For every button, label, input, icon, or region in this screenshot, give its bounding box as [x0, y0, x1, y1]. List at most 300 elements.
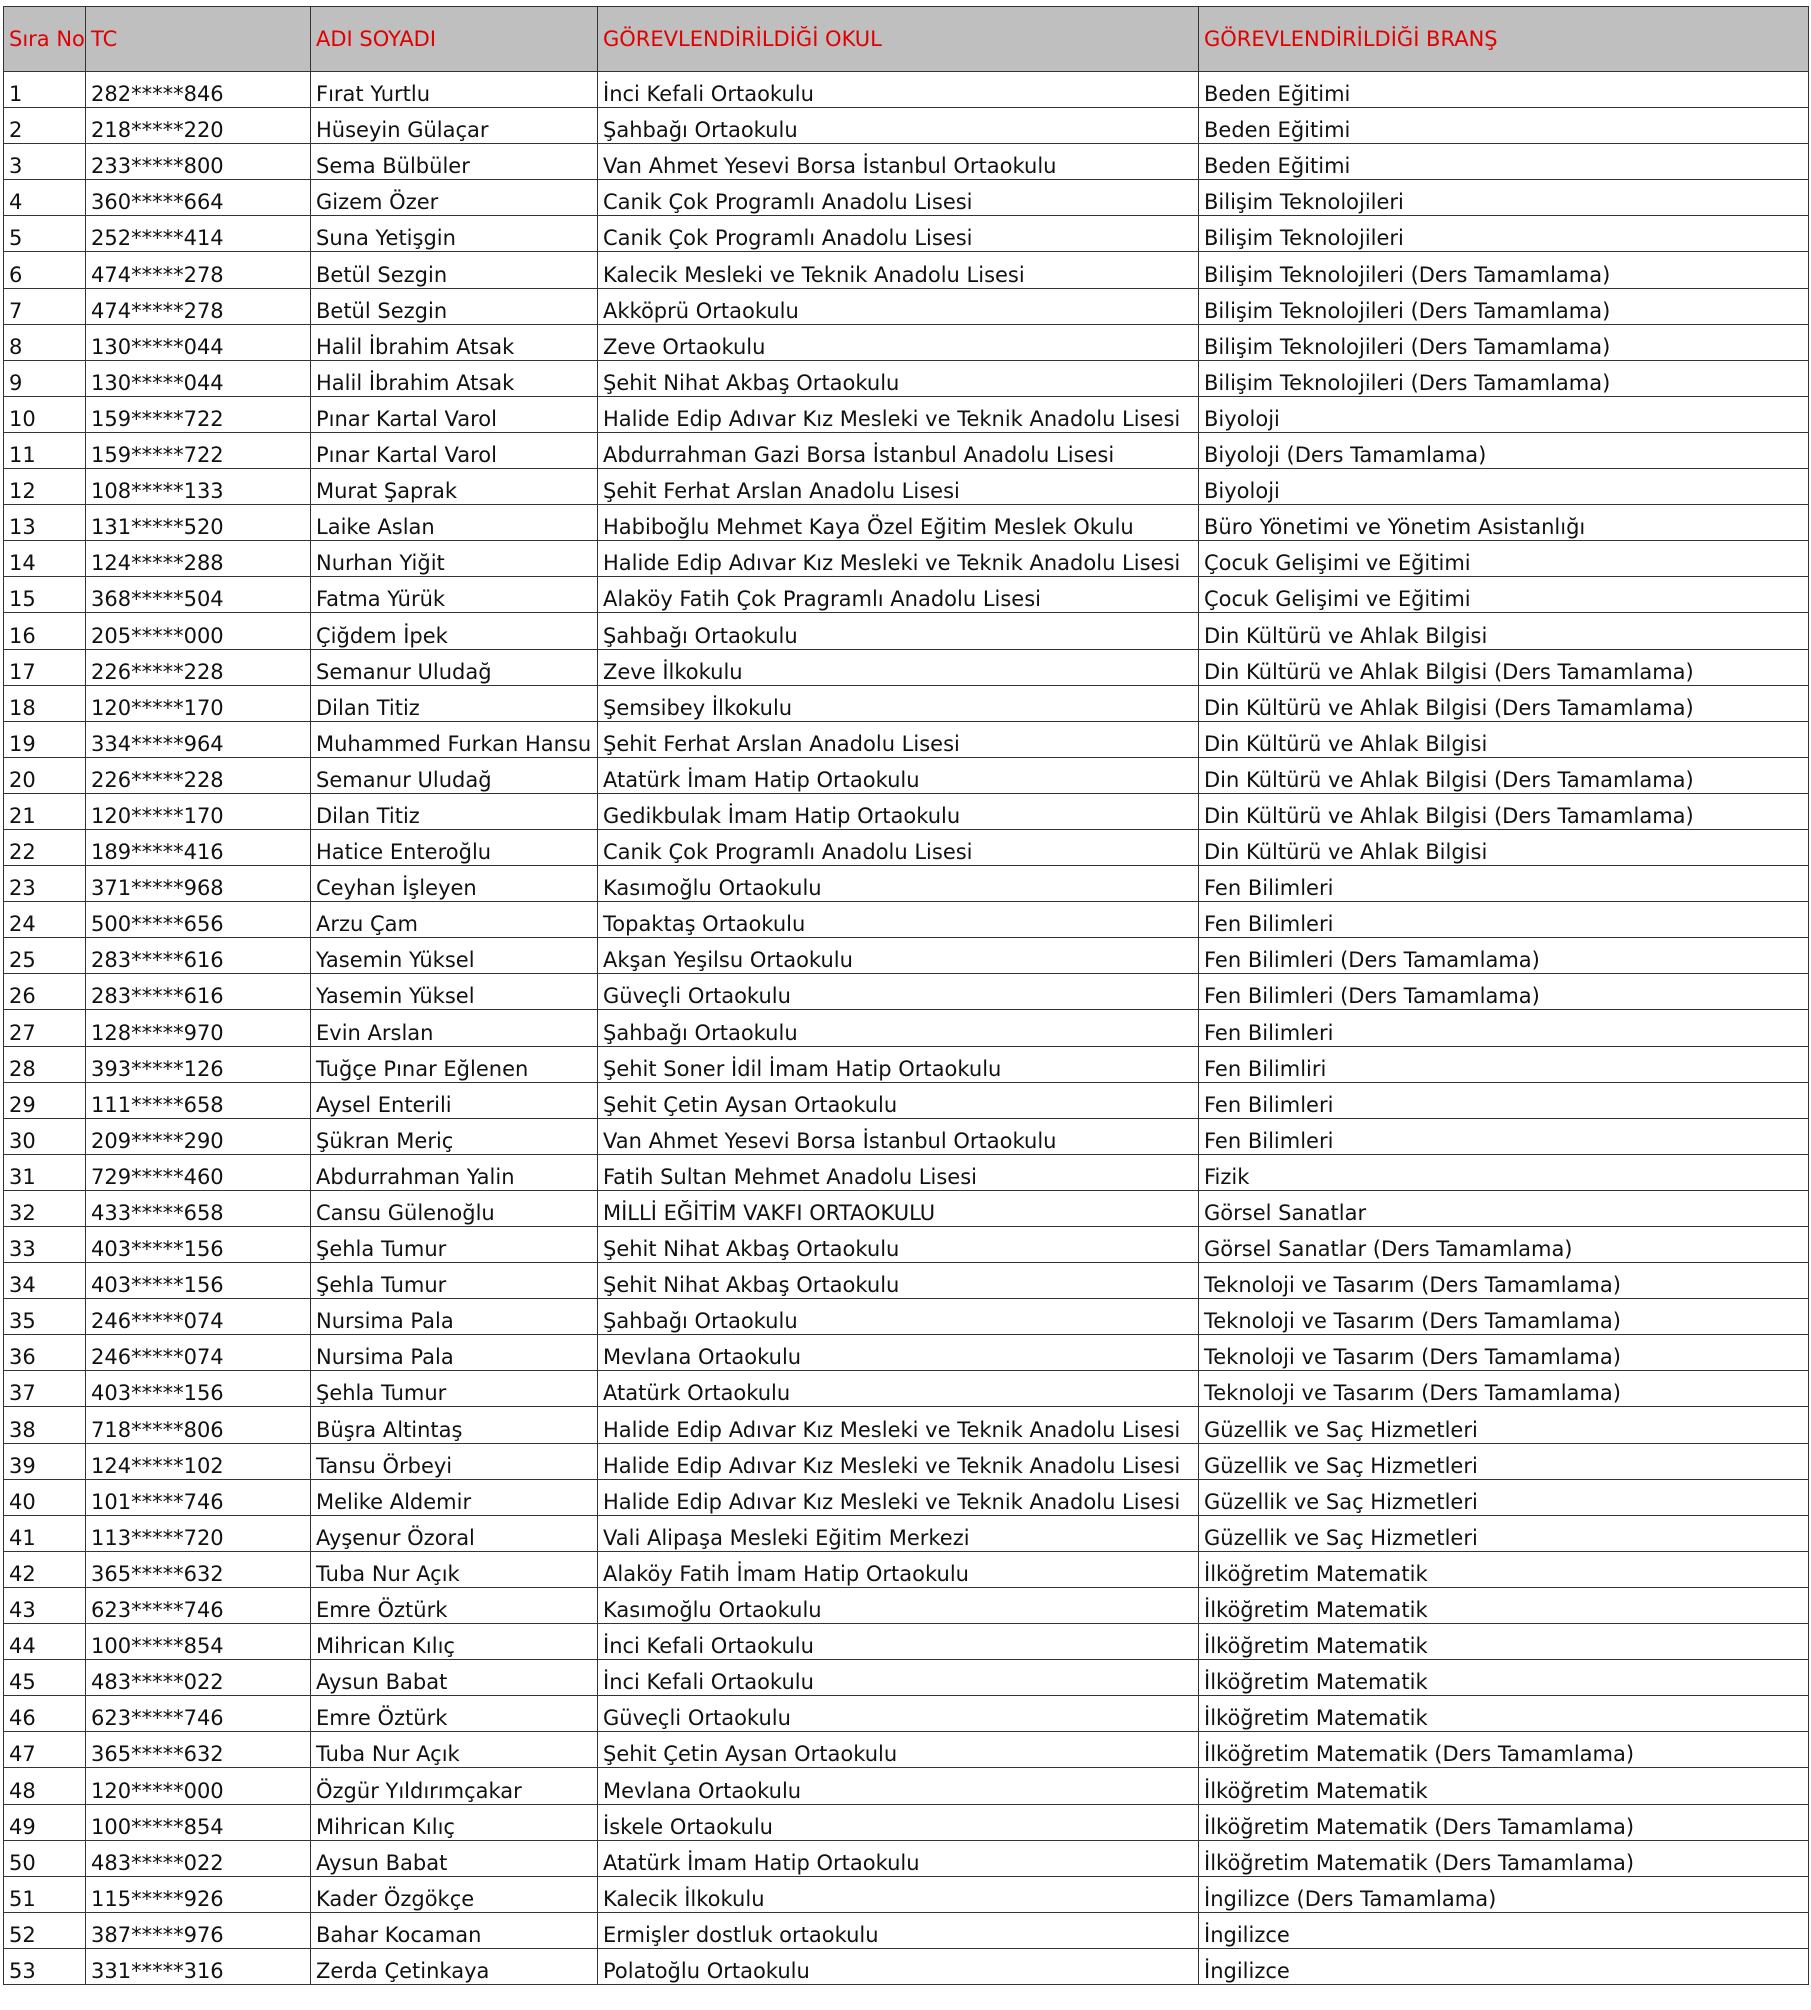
cell-sira-no[interactable]: 27 — [4, 1010, 86, 1046]
table-row — [4, 1082, 1809, 1118]
cell-sira-no[interactable]: 43 — [4, 1587, 86, 1623]
table-row — [4, 1443, 1809, 1479]
cell-brans[interactable]: Din Kültürü ve Ahlak Bilgisi (Ders Tamamlama) — [1199, 757, 1809, 793]
cell-sira-no[interactable]: 24 — [4, 902, 86, 938]
table-row — [4, 1190, 1809, 1226]
cell-adi-soyadi[interactable]: Şükran Meriç — [311, 1118, 598, 1154]
table-row — [4, 1804, 1809, 1840]
cell-sira-no[interactable]: 42 — [4, 1551, 86, 1587]
cell-brans[interactable]: Görsel Sanatlar — [1199, 1190, 1809, 1226]
header-sira-no[interactable]: Sıra No — [4, 7, 86, 72]
cell-okul[interactable]: Halide Edip Adıvar Kız Mesleki ve Teknik Anadolu Lisesi — [598, 396, 1199, 432]
cell-sira-no[interactable]: 52 — [4, 1912, 86, 1948]
cell-brans[interactable]: Beden Eğitimi — [1199, 108, 1809, 144]
table-row — [4, 1010, 1809, 1046]
cell-adi-soyadi[interactable]: Dilan Titiz — [311, 793, 598, 829]
cell-brans[interactable]: Biyoloji (Ders Tamamlama) — [1199, 432, 1809, 468]
cell-tc[interactable]: 246*****074 — [86, 1335, 311, 1371]
cell-tc[interactable]: 433*****658 — [86, 1190, 311, 1226]
header-adi-soyadi[interactable]: ADI SOYADI — [311, 7, 598, 72]
cell-sira-no[interactable]: 30 — [4, 1118, 86, 1154]
cell-sira-no[interactable]: 1 — [4, 72, 86, 108]
cell-tc[interactable]: 368*****504 — [86, 577, 311, 613]
header-row — [4, 7, 1809, 72]
cell-adi-soyadi[interactable]: Murat Şaprak — [311, 469, 598, 505]
cell-okul[interactable]: Güveçli Ortaokulu — [598, 974, 1199, 1010]
cell-brans[interactable]: Bilişim Teknolojileri (Ders Tamamlama) — [1199, 324, 1809, 360]
cell-tc[interactable]: 189*****416 — [86, 829, 311, 865]
cell-okul[interactable]: Halide Edip Adıvar Kız Mesleki ve Teknik Anadolu Lisesi — [598, 1407, 1199, 1443]
cell-sira-no[interactable]: 16 — [4, 613, 86, 649]
cell-sira-no[interactable]: 46 — [4, 1696, 86, 1732]
cell-adi-soyadi[interactable]: Çiğdem İpek — [311, 613, 598, 649]
cell-sira-no[interactable]: 34 — [4, 1263, 86, 1299]
cell-tc[interactable]: 159*****722 — [86, 432, 311, 468]
cell-tc[interactable]: 101*****746 — [86, 1479, 311, 1515]
cell-okul[interactable]: Şahbağı Ortaokulu — [598, 613, 1199, 649]
cell-brans[interactable]: Beden Eğitimi — [1199, 144, 1809, 180]
cell-adi-soyadi[interactable]: Mihrican Kılıç — [311, 1804, 598, 1840]
cell-okul[interactable]: Şahbağı Ortaokulu — [598, 1299, 1199, 1335]
cell-tc[interactable]: 403*****156 — [86, 1227, 311, 1263]
cell-adi-soyadi[interactable]: Cansu Gülenoğlu — [311, 1190, 598, 1226]
cell-adi-soyadi[interactable]: Halil İbrahim Atsak — [311, 360, 598, 396]
cell-okul[interactable]: Mevlana Ortaokulu — [598, 1768, 1199, 1804]
cell-sira-no[interactable]: 13 — [4, 505, 86, 541]
cell-okul[interactable]: Mevlana Ortaokulu — [598, 1335, 1199, 1371]
table-row — [4, 288, 1809, 324]
cell-tc[interactable]: 124*****102 — [86, 1443, 311, 1479]
cell-sira-no[interactable]: 2 — [4, 108, 86, 144]
cell-tc[interactable]: 729*****460 — [86, 1154, 311, 1190]
cell-adi-soyadi[interactable]: Melike Aldemir — [311, 1479, 598, 1515]
cell-brans[interactable]: Din Kültürü ve Ahlak Bilgisi — [1199, 829, 1809, 865]
cell-tc[interactable]: 124*****288 — [86, 541, 311, 577]
cell-tc[interactable]: 403*****156 — [86, 1371, 311, 1407]
cell-brans[interactable]: Teknoloji ve Tasarım (Ders Tamamlama) — [1199, 1299, 1809, 1335]
cell-sira-no[interactable]: 7 — [4, 288, 86, 324]
cell-sira-no[interactable]: 23 — [4, 866, 86, 902]
table-row — [4, 1876, 1809, 1912]
cell-adi-soyadi[interactable]: Abdurrahman Yalin — [311, 1154, 598, 1190]
table-row — [4, 1660, 1809, 1696]
cell-adi-soyadi[interactable]: Şehla Tumur — [311, 1371, 598, 1407]
cell-okul[interactable]: Şehit Ferhat Arslan Anadolu Lisesi — [598, 721, 1199, 757]
cell-brans[interactable]: Güzellik ve Saç Hizmetleri — [1199, 1479, 1809, 1515]
cell-okul[interactable]: Şahbağı Ortaokulu — [598, 108, 1199, 144]
cell-adi-soyadi[interactable]: Emre Öztürk — [311, 1587, 598, 1623]
cell-okul[interactable]: Halide Edip Adıvar Kız Mesleki ve Teknik Anadolu Lisesi — [598, 541, 1199, 577]
cell-brans[interactable]: Fen Bilimleri (Ders Tamamlama) — [1199, 974, 1809, 1010]
cell-adi-soyadi[interactable]: Pınar Kartal Varol — [311, 432, 598, 468]
cell-tc[interactable]: 111*****658 — [86, 1082, 311, 1118]
cell-sira-no[interactable]: 38 — [4, 1407, 86, 1443]
cell-okul[interactable]: Güveçli Ortaokulu — [598, 1696, 1199, 1732]
cell-brans[interactable]: Teknoloji ve Tasarım (Ders Tamamlama) — [1199, 1335, 1809, 1371]
table-row — [4, 577, 1809, 613]
cell-okul[interactable]: Atatürk İmam Hatip Ortaokulu — [598, 757, 1199, 793]
cell-tc[interactable]: 100*****854 — [86, 1804, 311, 1840]
cell-sira-no[interactable]: 21 — [4, 793, 86, 829]
cell-tc[interactable]: 365*****632 — [86, 1732, 311, 1768]
cell-adi-soyadi[interactable]: Aysel Enterili — [311, 1082, 598, 1118]
cell-tc[interactable]: 331*****316 — [86, 1948, 311, 1984]
cell-adi-soyadi[interactable]: Kader Özgökçe — [311, 1876, 598, 1912]
table-row — [4, 469, 1809, 505]
table-row — [4, 1768, 1809, 1804]
cell-sira-no[interactable]: 31 — [4, 1154, 86, 1190]
cell-sira-no[interactable]: 45 — [4, 1660, 86, 1696]
table-row — [4, 1118, 1809, 1154]
cell-sira-no[interactable]: 15 — [4, 577, 86, 613]
table-row — [4, 1479, 1809, 1515]
cell-okul[interactable]: Fatih Sultan Mehmet Anadolu Lisesi — [598, 1154, 1199, 1190]
cell-sira-no[interactable]: 26 — [4, 974, 86, 1010]
cell-okul[interactable]: Şehit Soner İdil İmam Hatip Ortaokulu — [598, 1046, 1199, 1082]
cell-sira-no[interactable]: 18 — [4, 685, 86, 721]
cell-brans[interactable]: Güzellik ve Saç Hizmetleri — [1199, 1443, 1809, 1479]
cell-brans[interactable]: İlköğretim Matematik (Ders Tamamlama) — [1199, 1732, 1809, 1768]
table-row — [4, 974, 1809, 1010]
cell-tc[interactable]: 246*****074 — [86, 1299, 311, 1335]
cell-sira-no[interactable]: 32 — [4, 1190, 86, 1226]
cell-tc[interactable]: 283*****616 — [86, 938, 311, 974]
cell-tc[interactable]: 474*****278 — [86, 288, 311, 324]
cell-brans[interactable]: İlköğretim Matematik — [1199, 1587, 1809, 1623]
cell-okul[interactable]: Canik Çok Programlı Anadolu Lisesi — [598, 829, 1199, 865]
cell-brans[interactable]: Büro Yönetimi ve Yönetim Asistanlığı — [1199, 505, 1809, 541]
cell-brans[interactable]: Bilişim Teknolojileri — [1199, 216, 1809, 252]
cell-adi-soyadi[interactable]: Evin Arslan — [311, 1010, 598, 1046]
cell-brans[interactable]: Bilişim Teknolojileri (Ders Tamamlama) — [1199, 360, 1809, 396]
cell-okul[interactable]: Kasımoğlu Ortaokulu — [598, 1587, 1199, 1623]
cell-tc[interactable]: 483*****022 — [86, 1840, 311, 1876]
cell-tc[interactable]: 282*****846 — [86, 72, 311, 108]
table-row — [4, 108, 1809, 144]
cell-tc[interactable]: 209*****290 — [86, 1118, 311, 1154]
cell-adi-soyadi[interactable]: Nursima Pala — [311, 1299, 598, 1335]
cell-okul[interactable]: Van Ahmet Yesevi Borsa İstanbul Ortaokulu — [598, 144, 1199, 180]
cell-brans[interactable]: Görsel Sanatlar (Ders Tamamlama) — [1199, 1227, 1809, 1263]
cell-okul[interactable]: Atatürk Ortaokulu — [598, 1371, 1199, 1407]
cell-tc[interactable]: 128*****970 — [86, 1010, 311, 1046]
cell-okul[interactable]: Halide Edip Adıvar Kız Mesleki ve Teknik Anadolu Lisesi — [598, 1479, 1199, 1515]
cell-sira-no[interactable]: 35 — [4, 1299, 86, 1335]
cell-adi-soyadi[interactable]: Betül Sezgin — [311, 252, 598, 288]
table-row — [4, 1227, 1809, 1263]
cell-tc[interactable]: 205*****000 — [86, 613, 311, 649]
cell-adi-soyadi[interactable]: Yasemin Yüksel — [311, 974, 598, 1010]
cell-brans[interactable]: Fen Bilimliri — [1199, 1046, 1809, 1082]
cell-brans[interactable]: İlköğretim Matematik (Ders Tamamlama) — [1199, 1840, 1809, 1876]
cell-tc[interactable]: 365*****632 — [86, 1551, 311, 1587]
table-row — [4, 505, 1809, 541]
cell-adi-soyadi[interactable]: Semanur Uludağ — [311, 757, 598, 793]
cell-sira-no[interactable]: 39 — [4, 1443, 86, 1479]
cell-okul[interactable]: Kasımoğlu Ortaokulu — [598, 866, 1199, 902]
cell-adi-soyadi[interactable]: Tuba Nur Açık — [311, 1732, 598, 1768]
cell-adi-soyadi[interactable]: Emre Öztürk — [311, 1696, 598, 1732]
cell-adi-soyadi[interactable]: Büşra Altintaş — [311, 1407, 598, 1443]
cell-tc[interactable]: 283*****616 — [86, 974, 311, 1010]
cell-adi-soyadi[interactable]: Hatice Enteroğlu — [311, 829, 598, 865]
cell-brans[interactable]: İlköğretim Matematik — [1199, 1624, 1809, 1660]
cell-brans[interactable]: Çocuk Gelişimi ve Eğitimi — [1199, 541, 1809, 577]
cell-sira-no[interactable]: 12 — [4, 469, 86, 505]
cell-brans[interactable]: Beden Eğitimi — [1199, 72, 1809, 108]
cell-tc[interactable]: 500*****656 — [86, 902, 311, 938]
cell-okul[interactable]: İnci Kefali Ortaokulu — [598, 72, 1199, 108]
cell-okul[interactable]: Vali Alipaşa Mesleki Eğitim Merkezi — [598, 1515, 1199, 1551]
cell-okul[interactable]: İnci Kefali Ortaokulu — [598, 1624, 1199, 1660]
cell-brans[interactable]: Fen Bilimleri — [1199, 1082, 1809, 1118]
cell-okul[interactable]: Topaktaş Ortaokulu — [598, 902, 1199, 938]
cell-brans[interactable]: Fen Bilimleri (Ders Tamamlama) — [1199, 938, 1809, 974]
table-row — [4, 1407, 1809, 1443]
cell-okul[interactable]: Şehit Nihat Akbaş Ortaokulu — [598, 1227, 1199, 1263]
cell-okul[interactable]: Halide Edip Adıvar Kız Mesleki ve Teknik Anadolu Lisesi — [598, 1443, 1199, 1479]
cell-tc[interactable]: 252*****414 — [86, 216, 311, 252]
cell-adi-soyadi[interactable]: Laike Aslan — [311, 505, 598, 541]
cell-sira-no[interactable]: 47 — [4, 1732, 86, 1768]
cell-brans[interactable]: Fen Bilimleri — [1199, 866, 1809, 902]
cell-adi-soyadi[interactable]: Ceyhan İşleyen — [311, 866, 598, 902]
cell-tc[interactable]: 131*****520 — [86, 505, 311, 541]
cell-sira-no[interactable]: 4 — [4, 180, 86, 216]
cell-adi-soyadi[interactable]: Tuğçe Pınar Eğlenen — [311, 1046, 598, 1082]
cell-adi-soyadi[interactable]: Aysun Babat — [311, 1840, 598, 1876]
cell-brans[interactable]: İlköğretim Matematik — [1199, 1696, 1809, 1732]
cell-sira-no[interactable]: 53 — [4, 1948, 86, 1984]
cell-sira-no[interactable]: 19 — [4, 721, 86, 757]
cell-adi-soyadi[interactable]: Zerda Çetinkaya — [311, 1948, 598, 1984]
table-row — [4, 757, 1809, 793]
cell-okul[interactable]: MİLLİ EĞİTİM VAKFI ORTAOKULU — [598, 1190, 1199, 1226]
cell-sira-no[interactable]: 11 — [4, 432, 86, 468]
cell-adi-soyadi[interactable]: Suna Yetişgin — [311, 216, 598, 252]
cell-tc[interactable]: 403*****156 — [86, 1263, 311, 1299]
cell-tc[interactable]: 360*****664 — [86, 180, 311, 216]
cell-brans[interactable]: Çocuk Gelişimi ve Eğitimi — [1199, 577, 1809, 613]
cell-tc[interactable]: 120*****000 — [86, 1768, 311, 1804]
cell-tc[interactable]: 474*****278 — [86, 252, 311, 288]
cell-okul[interactable]: Akşan Yeşilsu Ortaokulu — [598, 938, 1199, 974]
assignment-table — [3, 6, 1809, 1985]
cell-brans[interactable]: Din Kültürü ve Ahlak Bilgisi (Ders Tamamlama) — [1199, 685, 1809, 721]
cell-sira-no[interactable]: 3 — [4, 144, 86, 180]
cell-okul[interactable]: Şehit Çetin Aysan Ortaokulu — [598, 1082, 1199, 1118]
cell-okul[interactable]: Şemsibey İlkokulu — [598, 685, 1199, 721]
cell-okul[interactable]: İnci Kefali Ortaokulu — [598, 1660, 1199, 1696]
cell-tc[interactable]: 113*****720 — [86, 1515, 311, 1551]
cell-brans[interactable]: Güzellik ve Saç Hizmetleri — [1199, 1407, 1809, 1443]
cell-brans[interactable]: Din Kültürü ve Ahlak Bilgisi (Ders Tamamlama) — [1199, 793, 1809, 829]
cell-okul[interactable]: Şahbağı Ortaokulu — [598, 1010, 1199, 1046]
cell-adi-soyadi[interactable]: Mihrican Kılıç — [311, 1624, 598, 1660]
cell-tc[interactable]: 371*****968 — [86, 866, 311, 902]
cell-okul[interactable]: Van Ahmet Yesevi Borsa İstanbul Ortaokulu — [598, 1118, 1199, 1154]
cell-adi-soyadi[interactable]: Semanur Uludağ — [311, 649, 598, 685]
cell-sira-no[interactable]: 10 — [4, 396, 86, 432]
cell-okul[interactable]: İskele Ortaokulu — [598, 1804, 1199, 1840]
cell-sira-no[interactable]: 48 — [4, 1768, 86, 1804]
cell-adi-soyadi[interactable]: Şehla Tumur — [311, 1227, 598, 1263]
cell-brans[interactable]: Biyoloji — [1199, 396, 1809, 432]
table-row — [4, 1696, 1809, 1732]
cell-adi-soyadi[interactable]: Yasemin Yüksel — [311, 938, 598, 974]
cell-brans[interactable]: Din Kültürü ve Ahlak Bilgisi — [1199, 613, 1809, 649]
table-row — [4, 252, 1809, 288]
cell-sira-no[interactable]: 40 — [4, 1479, 86, 1515]
table-row — [4, 1587, 1809, 1623]
cell-tc[interactable]: 115*****926 — [86, 1876, 311, 1912]
cell-sira-no[interactable]: 9 — [4, 360, 86, 396]
cell-tc[interactable]: 387*****976 — [86, 1912, 311, 1948]
cell-okul[interactable]: Şehit Nihat Akbaş Ortaokulu — [598, 360, 1199, 396]
cell-tc[interactable]: 226*****228 — [86, 757, 311, 793]
cell-tc[interactable]: 108*****133 — [86, 469, 311, 505]
cell-okul[interactable]: Canik Çok Programlı Anadolu Lisesi — [598, 216, 1199, 252]
cell-okul[interactable]: Kalecik Mesleki ve Teknik Anadolu Lisesi — [598, 252, 1199, 288]
cell-okul[interactable]: Zeve İlkokulu — [598, 649, 1199, 685]
cell-brans[interactable]: Bilişim Teknolojileri (Ders Tamamlama) — [1199, 252, 1809, 288]
cell-sira-no[interactable]: 36 — [4, 1335, 86, 1371]
cell-brans[interactable]: Din Kültürü ve Ahlak Bilgisi (Ders Tamamlama) — [1199, 649, 1809, 685]
cell-tc[interactable]: 623*****746 — [86, 1587, 311, 1623]
cell-adi-soyadi[interactable]: Şehla Tumur — [311, 1263, 598, 1299]
cell-sira-no[interactable]: 5 — [4, 216, 86, 252]
cell-brans[interactable]: İngilizce (Ders Tamamlama) — [1199, 1876, 1809, 1912]
header-okul[interactable]: GÖREVLENDİRİLDİĞİ OKUL — [598, 7, 1199, 72]
cell-tc[interactable]: 120*****170 — [86, 793, 311, 829]
cell-okul[interactable]: Habiboğlu Mehmet Kaya Özel Eğitim Meslek Okulu — [598, 505, 1199, 541]
cell-okul[interactable]: Şehit Ferhat Arslan Anadolu Lisesi — [598, 469, 1199, 505]
cell-brans[interactable]: İngilizce — [1199, 1948, 1809, 1984]
cell-adi-soyadi[interactable]: Dilan Titiz — [311, 685, 598, 721]
cell-adi-soyadi[interactable]: Nurhan Yiğit — [311, 541, 598, 577]
cell-okul[interactable]: Kalecik İlkokulu — [598, 1876, 1199, 1912]
cell-okul[interactable]: Polatoğlu Ortaokulu — [598, 1948, 1199, 1984]
cell-brans[interactable]: Fen Bilimleri — [1199, 1118, 1809, 1154]
cell-adi-soyadi[interactable]: Fatma Yürük — [311, 577, 598, 613]
cell-tc[interactable]: 159*****722 — [86, 396, 311, 432]
cell-tc[interactable]: 130*****044 — [86, 324, 311, 360]
cell-brans[interactable]: Fen Bilimleri — [1199, 902, 1809, 938]
cell-adi-soyadi[interactable]: Gizem Özer — [311, 180, 598, 216]
table-row — [4, 396, 1809, 432]
cell-tc[interactable]: 334*****964 — [86, 721, 311, 757]
cell-tc[interactable]: 233*****800 — [86, 144, 311, 180]
cell-sira-no[interactable]: 29 — [4, 1082, 86, 1118]
cell-brans[interactable]: İlköğretim Matematik (Ders Tamamlama) — [1199, 1804, 1809, 1840]
cell-adi-soyadi[interactable]: Arzu Çam — [311, 902, 598, 938]
cell-okul[interactable]: Canik Çok Programlı Anadolu Lisesi — [598, 180, 1199, 216]
cell-adi-soyadi[interactable]: Pınar Kartal Varol — [311, 396, 598, 432]
cell-adi-soyadi[interactable]: Hüseyin Gülaçar — [311, 108, 598, 144]
header-brans[interactable]: GÖREVLENDİRİLDİĞİ BRANŞ — [1199, 7, 1809, 72]
cell-adi-soyadi[interactable]: Halil İbrahim Atsak — [311, 324, 598, 360]
cell-brans[interactable]: Din Kültürü ve Ahlak Bilgisi — [1199, 721, 1809, 757]
cell-brans[interactable]: Fen Bilimleri — [1199, 1010, 1809, 1046]
cell-tc[interactable]: 483*****022 — [86, 1660, 311, 1696]
cell-sira-no[interactable]: 20 — [4, 757, 86, 793]
cell-tc[interactable]: 393*****126 — [86, 1046, 311, 1082]
cell-brans[interactable]: İlköğretim Matematik — [1199, 1551, 1809, 1587]
cell-okul[interactable]: Şehit Nihat Akbaş Ortaokulu — [598, 1263, 1199, 1299]
cell-sira-no[interactable]: 22 — [4, 829, 86, 865]
cell-sira-no[interactable]: 50 — [4, 1840, 86, 1876]
cell-brans[interactable]: İngilizce — [1199, 1912, 1809, 1948]
cell-tc[interactable]: 623*****746 — [86, 1696, 311, 1732]
cell-sira-no[interactable]: 37 — [4, 1371, 86, 1407]
cell-sira-no[interactable]: 17 — [4, 649, 86, 685]
cell-sira-no[interactable]: 33 — [4, 1227, 86, 1263]
cell-tc[interactable]: 226*****228 — [86, 649, 311, 685]
cell-adi-soyadi[interactable]: Özgür Yıldırımçakar — [311, 1768, 598, 1804]
cell-adi-soyadi[interactable]: Tansu Örbeyi — [311, 1443, 598, 1479]
cell-adi-soyadi[interactable]: Bahar Kocaman — [311, 1912, 598, 1948]
header-tc[interactable]: TC — [86, 7, 311, 72]
cell-adi-soyadi[interactable]: Aysun Babat — [311, 1660, 598, 1696]
cell-sira-no[interactable]: 41 — [4, 1515, 86, 1551]
cell-brans[interactable]: Teknoloji ve Tasarım (Ders Tamamlama) — [1199, 1263, 1809, 1299]
cell-adi-soyadi[interactable]: Fırat Yurtlu — [311, 72, 598, 108]
cell-sira-no[interactable]: 49 — [4, 1804, 86, 1840]
cell-okul[interactable]: Alaköy Fatih İmam Hatip Ortaokulu — [598, 1551, 1199, 1587]
cell-brans[interactable]: Güzellik ve Saç Hizmetleri — [1199, 1515, 1809, 1551]
cell-brans[interactable]: Fizik — [1199, 1154, 1809, 1190]
cell-sira-no[interactable]: 14 — [4, 541, 86, 577]
table-row — [4, 1551, 1809, 1587]
table-row — [4, 1299, 1809, 1335]
cell-brans[interactable]: İlköğretim Matematik — [1199, 1660, 1809, 1696]
cell-brans[interactable]: Biyoloji — [1199, 469, 1809, 505]
cell-adi-soyadi[interactable]: Nursima Pala — [311, 1335, 598, 1371]
cell-sira-no[interactable]: 28 — [4, 1046, 86, 1082]
cell-tc[interactable]: 100*****854 — [86, 1624, 311, 1660]
cell-okul[interactable]: Abdurrahman Gazi Borsa İstanbul Anadolu Lisesi — [598, 432, 1199, 468]
cell-sira-no[interactable]: 44 — [4, 1624, 86, 1660]
cell-okul[interactable]: Şehit Çetin Aysan Ortaokulu — [598, 1732, 1199, 1768]
cell-okul[interactable]: Atatürk İmam Hatip Ortaokulu — [598, 1840, 1199, 1876]
cell-adi-soyadi[interactable]: Sema Bülbüler — [311, 144, 598, 180]
cell-adi-soyadi[interactable]: Betül Sezgin — [311, 288, 598, 324]
cell-sira-no[interactable]: 8 — [4, 324, 86, 360]
cell-tc[interactable]: 218*****220 — [86, 108, 311, 144]
table-row — [4, 432, 1809, 468]
cell-adi-soyadi[interactable]: Muhammed Furkan Hansu — [311, 721, 598, 757]
cell-sira-no[interactable]: 51 — [4, 1876, 86, 1912]
cell-adi-soyadi[interactable]: Tuba Nur Açık — [311, 1551, 598, 1587]
cell-okul[interactable]: Akköprü Ortaokulu — [598, 288, 1199, 324]
cell-brans[interactable]: Teknoloji ve Tasarım (Ders Tamamlama) — [1199, 1371, 1809, 1407]
cell-sira-no[interactable]: 25 — [4, 938, 86, 974]
cell-okul[interactable]: Alaköy Fatih Çok Pragramlı Anadolu Lisesi — [598, 577, 1199, 613]
cell-sira-no[interactable]: 6 — [4, 252, 86, 288]
cell-okul[interactable]: Gedikbulak İmam Hatip Ortaokulu — [598, 793, 1199, 829]
cell-okul[interactable]: Ermişler dostluk ortaokulu — [598, 1912, 1199, 1948]
table-row — [4, 1912, 1809, 1948]
cell-tc[interactable]: 718*****806 — [86, 1407, 311, 1443]
cell-brans[interactable]: Bilişim Teknolojileri (Ders Tamamlama) — [1199, 288, 1809, 324]
table-row — [4, 72, 1809, 108]
cell-brans[interactable]: Bilişim Teknolojileri — [1199, 180, 1809, 216]
cell-adi-soyadi[interactable]: Ayşenur Özoral — [311, 1515, 598, 1551]
cell-brans[interactable]: İlköğretim Matematik — [1199, 1768, 1809, 1804]
cell-okul[interactable]: Zeve Ortaokulu — [598, 324, 1199, 360]
cell-tc[interactable]: 120*****170 — [86, 685, 311, 721]
cell-tc[interactable]: 130*****044 — [86, 360, 311, 396]
